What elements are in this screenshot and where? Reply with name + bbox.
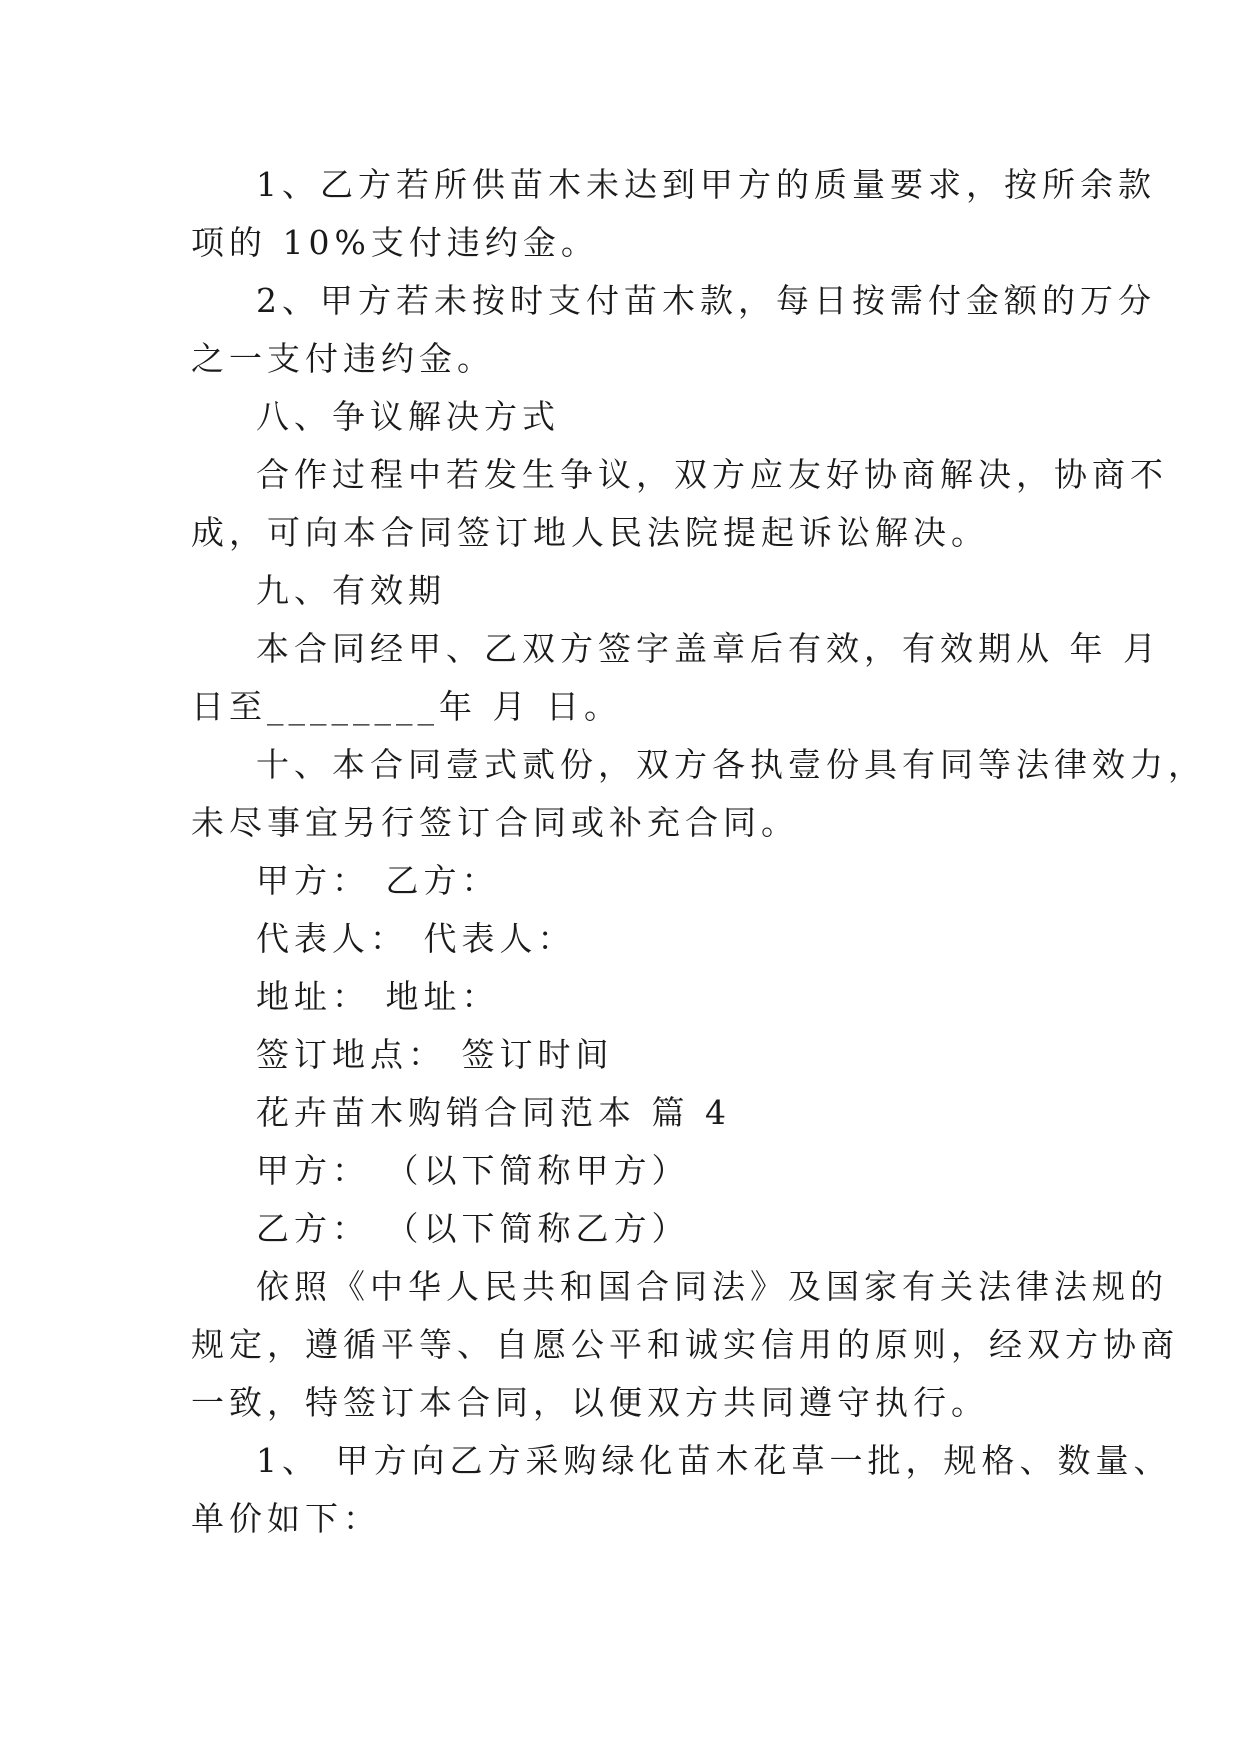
text-line: 本合同经甲、乙双方签字盖章后有效，有效期从 年 月	[256, 629, 1161, 668]
text-line: 依照《中华人民共和国合同法》及国家有关法律法规的	[256, 1267, 1168, 1306]
section-heading: 八、争议解决方式	[256, 397, 560, 436]
party-line: 乙方： （以下简称乙方）	[256, 1209, 690, 1248]
section-heading: 九、有效期	[256, 571, 446, 610]
signature-line: 代表人： 代表人：	[256, 919, 576, 958]
text-line: 2、甲方若未按时支付苗木款，每日按需付金额的万分	[256, 281, 1156, 320]
text-line: 单价如下：	[191, 1499, 381, 1538]
text-line: 规定，遵循平等、自愿公平和诚实信用的原则，经双方协商	[191, 1325, 1179, 1364]
text-line: 未尽事宜另行签订合同或补充合同。	[191, 803, 799, 842]
text-line: 日至________年 月 日。	[191, 687, 622, 726]
text-line: 十、本合同壹式贰份，双方各执壹份具有同等法律效力，	[256, 745, 1206, 784]
signature-line: 甲方： 乙方：	[256, 861, 500, 900]
text-line: 一致，特签订本合同，以便双方共同遵守执行。	[191, 1383, 989, 1422]
text-line: 之一支付违约金。	[191, 339, 495, 378]
party-line: 甲方： （以下简称甲方）	[256, 1151, 690, 1190]
section-title: 花卉苗木购销合同范本 篇 4	[256, 1093, 731, 1132]
signature-line: 地址： 地址：	[256, 977, 500, 1016]
signature-line: 签订地点： 签订时间	[256, 1035, 614, 1074]
text-line: 1、乙方若所供苗木未达到甲方的质量要求，按所余款	[256, 165, 1156, 204]
text-line: 合作过程中若发生争议，双方应友好协商解决，协商不	[256, 455, 1168, 494]
text-line: 1、 甲方向乙方采购绿化苗木花草一批，规格、数量、	[256, 1441, 1172, 1480]
text-line: 成，可向本合同签订地人民法院提起诉讼解决。	[191, 513, 989, 552]
text-line: 项的 10%支付违约金。	[191, 223, 599, 262]
